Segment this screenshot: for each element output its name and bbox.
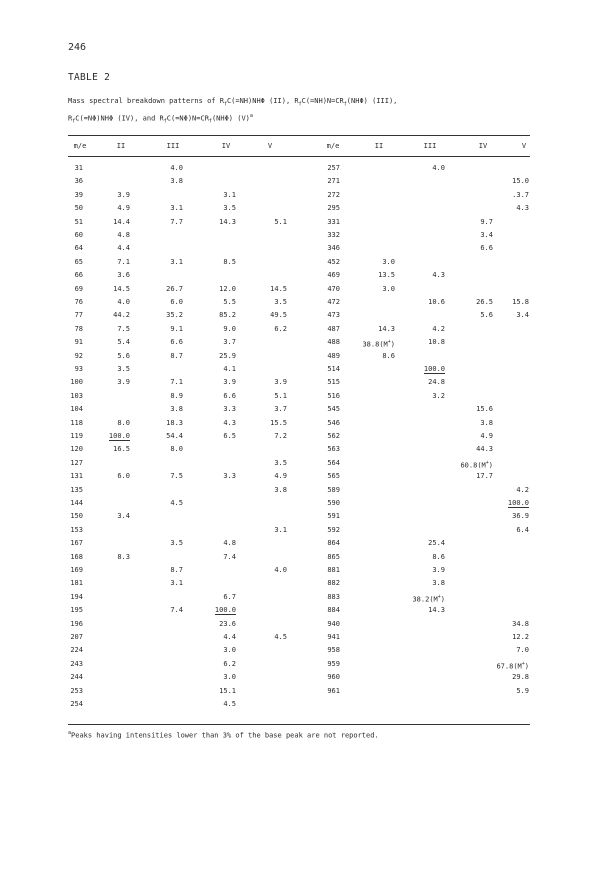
- table-cell: 3.1: [170, 204, 183, 213]
- table-cell: 15.8: [512, 298, 529, 306]
- table-cell: 7.4: [223, 552, 236, 561]
- table-cell: 167: [70, 539, 83, 548]
- table-cell: 12.2: [512, 633, 529, 641]
- column-header: III: [166, 142, 180, 150]
- table-cell: 3.4: [516, 311, 529, 320]
- table-cell: 39: [74, 190, 83, 199]
- table-cell: 224: [70, 646, 83, 655]
- table-cell: 4.9: [480, 432, 493, 440]
- table-cell: 8.6: [382, 351, 395, 360]
- footnote-text: Peaks having intensities lower than 3% of the base peak are not reported.: [71, 731, 379, 740]
- caption-part: (NHΦ) (V): [211, 114, 250, 123]
- table-cell: 331: [327, 217, 340, 226]
- table-cell: 100: [70, 378, 83, 387]
- table-cell: 7.5: [170, 472, 183, 481]
- table-caption: Mass spectral breakdown patterns of $R_fC(=NH)NH\Phi$ (II), $R_fC(=NH)N=CR_f(NH\Phi)$ (III), $R_fC(=N\Phi)NH\Phi$ (IV), and $R_fC(=N\Phi)N=CR_f(NH\Phi)$ $(V)^a$: [68, 97, 398, 126]
- table-cell: 119: [70, 432, 83, 440]
- table-cell: 4.8: [223, 539, 236, 548]
- table-cell: 5.6: [480, 311, 493, 320]
- table-cell: 5.9: [516, 686, 529, 695]
- table-cell: 15.6: [476, 405, 493, 414]
- table-cell: 8.9: [170, 391, 183, 400]
- table-cell: 3.9: [223, 378, 236, 387]
- caption-part: C(=NH)NHΦ (II), R: [226, 97, 299, 105]
- table-cell: 15.0: [512, 177, 529, 186]
- table-cell: 3.8: [432, 579, 445, 588]
- table-cell: 562: [327, 432, 340, 440]
- table-cell: 14.3: [219, 217, 236, 226]
- table-cell: 244: [70, 673, 83, 682]
- table-cell: 67.8(M+): [496, 660, 529, 671]
- table-cell: 253: [70, 686, 83, 695]
- table-cell: 4.2: [432, 324, 445, 333]
- table-cell: 3.8: [274, 485, 287, 494]
- table-cell: 8.3: [117, 552, 130, 561]
- table-cell: 4.4: [117, 244, 130, 253]
- table-cell: 545: [327, 405, 340, 414]
- column-header: V: [267, 142, 273, 150]
- table-cell: 6.4: [516, 525, 529, 534]
- table-cell: 8.0: [170, 445, 183, 454]
- table-cell: 64: [74, 244, 83, 253]
- table-cell: 8.0: [117, 418, 130, 427]
- table-cell: 3.0: [382, 284, 395, 293]
- table-cell: 489: [327, 351, 340, 360]
- table-cell: 153: [70, 525, 83, 534]
- column-header: III: [423, 142, 437, 150]
- table-cell: 15.5: [270, 418, 287, 427]
- table-cell: 3.9: [117, 190, 130, 199]
- table-cell: 14.4: [113, 217, 130, 226]
- table-cell: 25.9: [219, 351, 236, 360]
- column-header: m/e: [326, 142, 340, 150]
- table-cell: 169: [70, 566, 83, 574]
- table-cell: 3.7: [274, 405, 287, 414]
- table-cell: 91: [74, 338, 83, 347]
- table-cell: 257: [327, 164, 340, 172]
- table-cell: 4.0: [117, 298, 130, 306]
- table-cell: 25.4: [428, 539, 445, 548]
- table-cell: 3.5: [223, 204, 236, 213]
- table-cell: 3.9: [432, 566, 445, 574]
- table-cell: 150: [70, 512, 83, 521]
- table-cell: 3.0: [382, 257, 395, 266]
- table-cell: 144: [70, 499, 83, 507]
- table-cell: 3.1: [274, 525, 287, 534]
- table-cell: 77: [74, 311, 83, 320]
- table-cell: 5.1: [274, 391, 287, 400]
- table-cell: 5.4: [117, 338, 130, 347]
- table-cell: 5.6: [117, 351, 130, 360]
- table-cell: 4.5: [170, 499, 183, 507]
- table-cell: 14.3: [378, 324, 395, 333]
- caption-part: C(=NΦ)NHΦ (IV), and R: [75, 114, 164, 123]
- table-cell: 12.0: [219, 284, 236, 293]
- column-header: II: [374, 142, 384, 150]
- table-cell: 591: [327, 512, 340, 521]
- table-cell: 487: [327, 324, 340, 333]
- table-cell: 4.3: [223, 418, 236, 427]
- table-cell: 36: [74, 177, 83, 186]
- table-cell: 51: [74, 217, 83, 226]
- table-cell: 590: [327, 499, 340, 507]
- table-cell: 78: [74, 324, 83, 333]
- table-cell: 120: [70, 445, 83, 454]
- table-cell: 135: [70, 485, 83, 494]
- table-cell: 66: [74, 271, 83, 280]
- table-cell: 332: [327, 231, 340, 239]
- table-cell: 3.5: [117, 365, 130, 373]
- table-cell: 34.8: [512, 619, 529, 628]
- table-cell: 565: [327, 472, 340, 481]
- table-cell: .3.7: [512, 190, 529, 199]
- table-cell: 3.4: [480, 231, 493, 239]
- caption-part: C(=NH)N=CR: [301, 97, 344, 105]
- table-cell: 14.5: [113, 284, 130, 293]
- table-cell: 4.1: [223, 365, 236, 373]
- table-cell: 6.2: [223, 659, 236, 668]
- table-cell: 3.7: [223, 338, 236, 347]
- table-cell: 488: [327, 338, 340, 347]
- table-cell: 940: [327, 619, 340, 628]
- column-header: II: [116, 142, 126, 150]
- table-cell: 14.5: [270, 284, 287, 293]
- table-cell: 38.8(M+): [362, 339, 395, 349]
- table-cell: 23.6: [219, 619, 236, 628]
- table-cell: 103: [70, 391, 83, 400]
- table-cell: 959: [327, 659, 340, 668]
- table-cell: 35.2: [166, 311, 183, 320]
- table-cell: 271: [327, 177, 340, 186]
- table-cell: 207: [70, 633, 83, 641]
- table-cell: 181: [70, 579, 83, 588]
- table-cell: 3.5: [170, 539, 183, 548]
- table-cell: 514: [327, 365, 340, 373]
- table-cell: 865: [327, 552, 340, 561]
- table-cell: 7.7: [170, 217, 183, 226]
- table-cell: 16.5: [113, 445, 130, 454]
- table-cell: 17.7: [476, 472, 493, 481]
- table-cell: 31: [74, 164, 83, 172]
- table-cell: 4.9: [274, 472, 287, 481]
- column-header: IV: [221, 142, 231, 150]
- table-cell: 8.6: [432, 552, 445, 561]
- table-cell: 6.5: [223, 432, 236, 440]
- table-cell: 118: [70, 418, 83, 427]
- table-cell: 10.8: [428, 338, 445, 347]
- table-cell: 15.1: [219, 686, 236, 695]
- table-cell: 194: [70, 592, 83, 601]
- table-cell: 958: [327, 646, 340, 655]
- table-footnote: $^a$Peaks having intensities lower than 3% of the base peak are not reported.: [68, 730, 379, 740]
- table-cell: 9.7: [480, 217, 493, 226]
- table-cell: 7.1: [170, 378, 183, 387]
- table-label: TABLE 2: [68, 72, 111, 83]
- table-cell: 3.1: [223, 190, 236, 199]
- table-cell: 5.1: [274, 217, 287, 226]
- table-cell: 272: [327, 190, 340, 199]
- table-cell: 6.6: [170, 338, 183, 347]
- table-cell: 14.3: [428, 606, 445, 615]
- table-cell: 3.8: [480, 418, 493, 427]
- table-cell: 961: [327, 686, 340, 695]
- table-cell: 546: [327, 418, 340, 427]
- table-cell: 864: [327, 539, 340, 548]
- table-cell: 3.6: [117, 271, 130, 280]
- table-cell: 36.9: [512, 512, 529, 521]
- table-cell: 243: [70, 659, 83, 668]
- table-cell: 6.6: [480, 244, 493, 253]
- table-cell: 881: [327, 566, 340, 574]
- table-cell: 3.8: [170, 405, 183, 414]
- table-cell: 4.4: [223, 633, 236, 641]
- table-cell: 196: [70, 619, 83, 628]
- table-cell: 3.2: [432, 391, 445, 400]
- table-cell: 452: [327, 257, 340, 266]
- table-cell: 4.0: [432, 164, 445, 172]
- page-number: 246: [68, 42, 87, 53]
- table-cell: 3.5: [274, 298, 287, 306]
- table-bottom-rule: [68, 724, 530, 725]
- table-top-rule: [68, 135, 530, 136]
- table-cell: 470: [327, 284, 340, 293]
- table-cell: 3.3: [223, 472, 236, 481]
- table-cell: 7.5: [117, 324, 130, 333]
- table-cell: 6.0: [117, 472, 130, 481]
- table-cell: 8.7: [170, 351, 183, 360]
- table-cell: 60: [74, 231, 83, 239]
- table-cell: 6.0: [170, 298, 183, 306]
- table-cell: 4.0: [274, 566, 287, 574]
- table-cell: 882: [327, 579, 340, 588]
- table-cell: 564: [327, 458, 340, 467]
- table-cell: 127: [70, 458, 83, 467]
- table-cell: 592: [327, 525, 340, 534]
- table-cell: 8.7: [170, 566, 183, 574]
- table-cell: 254: [70, 700, 83, 708]
- table-cell: 3.9: [274, 378, 287, 387]
- table-cell: 941: [327, 633, 340, 641]
- table-cell: 7.1: [117, 257, 130, 266]
- table-cell: 7.2: [274, 432, 287, 440]
- table-cell: 346: [327, 244, 340, 253]
- caption-part: (NHΦ) (III),: [346, 97, 398, 105]
- table-cell: 6.7: [223, 592, 236, 601]
- table-cell: 13.5: [378, 271, 395, 280]
- table-cell: 884: [327, 606, 340, 615]
- table-cell: 26.5: [476, 298, 493, 306]
- table-cell: 104: [70, 405, 83, 414]
- table-cell: 563: [327, 445, 340, 454]
- table-cell: 69: [74, 284, 83, 293]
- table-cell: 49.5: [270, 311, 287, 320]
- table-cell: 3.5: [274, 458, 287, 467]
- table-cell: 38.2(M+): [412, 593, 445, 604]
- table-cell: 3.4: [117, 512, 130, 521]
- table-cell: 100.0: [507, 499, 529, 507]
- table-cell: 4.3: [432, 271, 445, 280]
- table-cell: 92: [74, 351, 83, 360]
- table-cell: 469: [327, 271, 340, 280]
- table-cell: 8.5: [223, 257, 236, 266]
- table-cell: 24.8: [428, 378, 445, 387]
- table-cell: 472: [327, 298, 340, 306]
- table-cell: 4.0: [170, 164, 183, 172]
- table-cell: 195: [70, 606, 83, 615]
- table-cell: 85.2: [219, 311, 236, 320]
- table-cell: 4.3: [516, 204, 529, 213]
- table-cell: 9.0: [223, 324, 236, 333]
- table-cell: 44.3: [476, 445, 493, 454]
- table-cell: 29.8: [512, 673, 529, 682]
- table-cell: 26.7: [166, 284, 183, 293]
- table-cell: 100.0: [423, 365, 445, 373]
- table-cell: 65: [74, 257, 83, 266]
- table-cell: 9.1: [170, 324, 183, 333]
- table-cell: 516: [327, 391, 340, 400]
- table-cell: 93: [74, 365, 83, 373]
- table-cell: 44.2: [113, 311, 130, 320]
- table-cell: 3.9: [117, 378, 130, 387]
- table-cell: 883: [327, 592, 340, 601]
- table-cell: 3.1: [170, 579, 183, 588]
- table-cell: 960: [327, 673, 340, 682]
- table-cell: 6.6: [223, 391, 236, 400]
- table-cell: 168: [70, 552, 83, 561]
- table-cell: 4.2: [516, 485, 529, 494]
- column-header: V: [521, 142, 527, 150]
- table-cell: 10.6: [428, 298, 445, 306]
- table-cell: 4.5: [223, 700, 236, 708]
- table-cell: 50: [74, 204, 83, 213]
- table-cell: 3.8: [170, 177, 183, 186]
- table-cell: 295: [327, 204, 340, 213]
- table-cell: 3.3: [223, 405, 236, 414]
- table-cell: 100.0: [108, 432, 130, 440]
- table-cell: 18.3: [166, 418, 183, 427]
- table-cell: 76: [74, 298, 83, 306]
- table-cell: 5.5: [223, 298, 236, 306]
- table-cell: 60.8(M+): [460, 459, 493, 470]
- table-cell: 4.8: [117, 231, 130, 239]
- table-cell: 6.2: [274, 324, 287, 333]
- table-cell: 589: [327, 485, 340, 494]
- table-cell: 4.9: [117, 204, 130, 213]
- caption-part: C(=NΦ)N=CR: [166, 114, 209, 123]
- table-cell: 131: [70, 472, 83, 481]
- table-cell: 3.0: [223, 646, 236, 655]
- table-header-rule: [68, 156, 530, 157]
- column-header: m/e: [73, 142, 87, 150]
- table-cell: 3.0: [223, 673, 236, 682]
- column-header: IV: [478, 142, 488, 150]
- table-cell: 100.0: [214, 606, 236, 615]
- table-cell: 4.5: [274, 633, 287, 641]
- table-cell: 473: [327, 311, 340, 320]
- caption-part: Mass spectral breakdown patterns of R: [68, 97, 224, 105]
- table-cell: 7.0: [516, 646, 529, 655]
- table-cell: 3.1: [170, 257, 183, 266]
- table-cell: 7.4: [170, 606, 183, 615]
- table-cell: 515: [327, 378, 340, 387]
- table-cell: 54.4: [166, 432, 183, 440]
